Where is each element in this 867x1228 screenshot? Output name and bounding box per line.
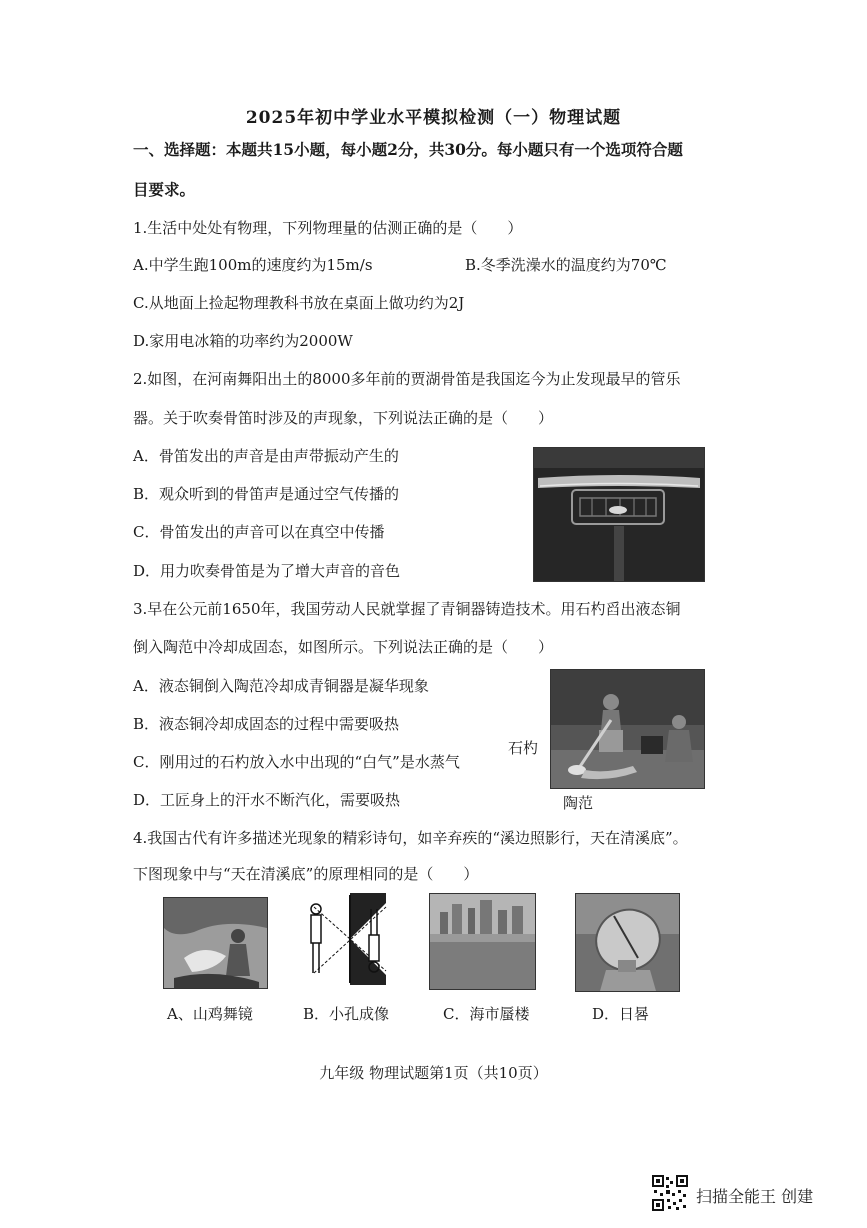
bone-flute-photo: [533, 447, 705, 582]
mold-label: 陶范: [563, 794, 594, 812]
q4-stem-line1: 4.我国古代有许多描述光现象的精彩诗句，如辛弃疾的“溪边照影行，天在清溪底”。: [133, 829, 688, 847]
q4-caption-a: A、山鸡舞镜: [167, 1005, 253, 1023]
page-footer: 九年级 物理试题第1页（共10页）: [319, 1064, 548, 1082]
section-header: [133, 138, 683, 200]
q4-image-c: [429, 893, 536, 990]
q3-stem-line2: 倒入陶范中冷却成固态，如图所示。下列说法正确的是（ ）: [133, 638, 554, 656]
q3-stem-line1: 3.早在公元前1650年，我国劳动人民就掌握了青铜器铸造技术。用石杓舀出液态铜: [133, 600, 681, 618]
q4-caption-d: D．日晷: [592, 1005, 650, 1023]
q4-image-b: [302, 893, 392, 985]
section-header-line1: 一、选择题：本题共15小题，每小题2分，共30分。每小题只有一个选项符合题: [133, 140, 683, 159]
q4-caption-b: B．小孔成像: [303, 1005, 390, 1023]
q1-option-a: A.中学生跑100m的速度约为15m/s: [133, 256, 373, 274]
q1-stem: 1.生活中处处有物理，下列物理量的估测正确的是（ ）: [133, 219, 523, 237]
q4-caption-c: C．海市蜃楼: [443, 1005, 530, 1023]
q1-option-c: C.从地面上捡起物理教科书放在桌面上做功约为2J: [133, 294, 465, 312]
ladle-label: 石杓: [508, 739, 539, 757]
bronze-casting-photo: [550, 669, 705, 789]
q2-option-c: C．骨笛发出的声音可以在真空中传播: [133, 523, 385, 541]
q3-option-c: C．刚用过的石杓放入水中出现的“白气”是水蒸气: [133, 753, 460, 771]
page-title: 2025年初中学业水平模拟检测（一）物理试题: [245, 108, 622, 128]
q4-image-a: [163, 897, 268, 989]
q2-option-a: A．骨笛发出的声音是由声带振动产生的: [133, 447, 399, 465]
q1-option-b: B.冬季洗澡水的温度约为70℃: [465, 256, 667, 274]
q2-option-b: B．观众听到的骨笛声是通过空气传播的: [133, 485, 400, 503]
scanner-watermark: 扫描全能王 创建: [696, 1187, 814, 1206]
qr-code-icon: [652, 1175, 688, 1215]
q4-image-d: [575, 893, 680, 992]
q2-option-d: D．用力吹奏骨笛是为了增大声音的音色: [133, 562, 401, 580]
section-header-line2: 目要求。: [133, 180, 196, 199]
q3-option-d: D．工匠身上的汗水不断汽化，需要吸热: [133, 791, 401, 809]
q2-stem-line1: 2.如图，在河南舞阳出土的8000多年前的贾湖骨笛是我国迄今为止发现最早的管乐: [133, 370, 681, 388]
q2-stem-line2: 器。关于吹奏骨笛时涉及的声现象，下列说法正确的是（ ）: [133, 409, 554, 427]
q3-option-b: B．液态铜冷却成固态的过程中需要吸热: [133, 715, 400, 733]
q3-option-a: A．液态铜倒入陶范冷却成青铜器是凝华现象: [133, 677, 429, 695]
q1-option-d: D.家用电冰箱的功率约为2000W: [133, 332, 353, 350]
q4-stem-line2: 下图现象中与“天在清溪底”的原理相同的是（ ）: [133, 865, 479, 883]
